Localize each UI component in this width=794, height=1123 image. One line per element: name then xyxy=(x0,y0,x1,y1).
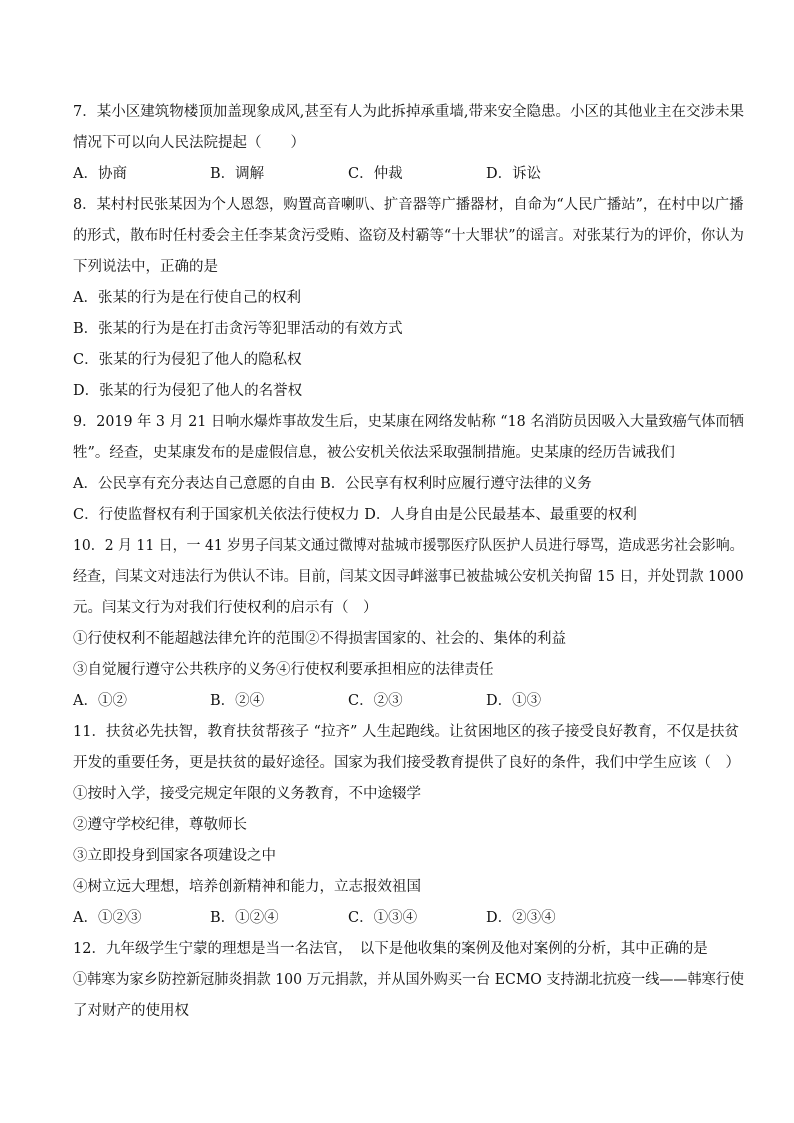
option-a: A．①②③ xyxy=(73,910,142,926)
question-stem-line: 8．某村村民张某因为个人恩怨，购置高音喇叭、扩音器等广播器材，自命为“人民广播站”，在村中以广播 xyxy=(73,197,744,213)
question-stem-line: 开发的重要任务，更是扶贫的最好途径。国家为我们接受教育提供了良好的条件，我们中学生应该（ ） xyxy=(73,755,740,771)
question-stem-line: 元。闫某文行为对我们行使权利的启示有（ ） xyxy=(73,600,378,616)
option-c: C．②③ xyxy=(348,693,403,709)
question-stem-line: 11．扶贫必先扶智，教育扶贫帮孩子 “拉齐” 人生起跑线。让贫困地区的孩子接受良好教育，不仅是扶贫 xyxy=(73,724,739,740)
statement-line: ②遵守学校纪律，尊敬师长 xyxy=(73,817,247,833)
option-row-ab: A．公民享有充分表达自己意愿的自由 B．公民享有权利时应履行遵守法律的义务 xyxy=(73,476,592,492)
option-b: B．张某的行为是在打击贪污等犯罪活动的有效方式 xyxy=(73,321,403,337)
option-b: B．②④ xyxy=(210,693,265,709)
option-d: D．①③ xyxy=(486,693,542,709)
option-b: B．①②④ xyxy=(210,910,279,926)
question-stem-line: 的形式，散布时任村委会主任李某贪污受贿、盗窃及村霸等“十大罪状”的谣言。对张某行为的评价，你认为 xyxy=(73,228,744,244)
statement-line: 了对财产的使用权 xyxy=(73,1003,189,1019)
option-c: C．张某的行为侵犯了他人的隐私权 xyxy=(73,352,302,368)
option-c: C．①③④ xyxy=(348,910,418,926)
option-c: C．仲裁 xyxy=(348,166,403,182)
statement-line: ①按时入学，接受完规定年限的义务教育，不中途辍学 xyxy=(73,786,421,802)
option-d: D．诉讼 xyxy=(486,166,542,182)
option-a: A．协商 xyxy=(73,166,127,182)
question-stem-line: 牲”。经查，史某康发布的是虚假信息，被公安机关依法采取强制措施。史某康的经历告诫我们 xyxy=(73,445,675,461)
statement-line: ①韩寒为家乡防控新冠肺炎捐款 100 万元捐款，并从国外购买一台 ECMO 支持湖北抗疫一线——韩寒行使 xyxy=(73,972,745,988)
option-b: B．调解 xyxy=(210,166,265,182)
question-stem-line: 12．九年级学生宁蒙的理想是当一名法官， 以下是他收集的案例及他对案例的分析，其中正确的是 xyxy=(73,941,708,957)
question-stem-line: 情况下可以向人民法院提起（ ） xyxy=(73,135,305,151)
statement-line: ③立即投身到国家各项建设之中 xyxy=(73,848,276,864)
question-stem-line: 下列说法中，正确的是 xyxy=(73,259,218,275)
question-stem-line: 9．2019 年 3 月 21 日响水爆炸事故发生后，史某康在网络发帖称 “18 名消防员因吸入大量致癌气体而牺 xyxy=(73,414,744,430)
statement-line: ④树立远大理想，培养创新精神和能力，立志报效祖国 xyxy=(73,879,421,895)
statement-line: ③自觉履行遵守公共秩序的义务④行使权利要承担相应的法律责任 xyxy=(73,662,494,678)
statement-line: ①行使权利不能超越法律允许的范围②不得损害国家的、社会的、集体的利益 xyxy=(73,631,566,647)
option-row-cd: C．行使监督权有利于国家机关依法行使权力 D．人身自由是公民最基本、最重要的权利 xyxy=(73,507,637,523)
question-stem-line: 10．2 月 11 日，一 41 岁男子闫某文通过微博对盐城市援鄂医疗队医护人员进行辱骂，造成恶劣社会影响。 xyxy=(73,538,744,554)
option-d: D．张某的行为侵犯了他人的名誉权 xyxy=(73,383,303,399)
option-a: A．张某的行为是在行使自己的权利 xyxy=(73,290,301,306)
option-d: D．②③④ xyxy=(486,910,556,926)
option-a: A．①② xyxy=(73,693,127,709)
question-stem-line: 7．某小区建筑物楼顶加盖现象成风,甚至有人为此拆掉承重墙,带来安全隐患。小区的其他业主在交涉未果 xyxy=(73,104,744,120)
question-stem-line: 经查，闫某文对违法行为供认不讳。目前，闫某文因寻衅滋事已被盐城公安机关拘留 15 日，并处罚款 1000 xyxy=(73,569,744,585)
